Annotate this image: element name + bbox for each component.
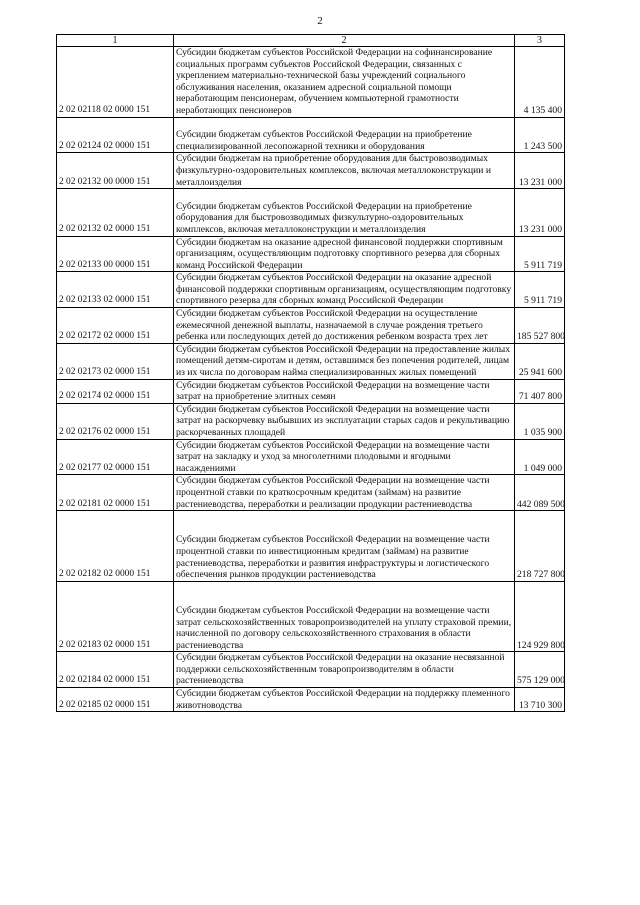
row-description: Субсидии бюджетам субъектов Российской Федерации на возмещение части затрат на приобретение элитных семян xyxy=(176,379,490,403)
row-description: Субсидии бюджетам на оказание адресной финансовой поддержки спортивным организациям, осуществляющим подготовку спортивного резерва для сборных команд Российской Федерации xyxy=(176,236,503,271)
table-row xyxy=(57,272,565,308)
column-header-1: 1 xyxy=(57,35,174,47)
budget-code: 2 02 02182 02 0000 151 xyxy=(57,511,174,582)
row-description-cell xyxy=(174,511,515,582)
row-amount: 124 929 800 xyxy=(515,581,565,652)
column-header-2: 2 xyxy=(174,35,515,47)
budget-table xyxy=(56,34,565,712)
row-description: Субсидии бюджетам субъектов Российской Федерации на приобретение специализированной лесопожарной техники и оборудования xyxy=(176,129,472,152)
table-row xyxy=(57,308,565,344)
row-amount: 1 035 900 xyxy=(515,403,565,439)
row-description: Субсидии бюджетам субъектов Российской Федерации на предоставление жилых помещений детям-сиротам и детям, оставшимся без попечения родителей, лицам из их числа по договорам найма специализированных жилых помещений xyxy=(176,343,511,379)
row-description-cell xyxy=(174,117,515,153)
row-description-cell xyxy=(174,688,515,712)
row-description: Субсидии бюджетам субъектов Российской Федерации на осуществление ежемесячной денежной выплаты, назначаемой в случае рождения третьего ребенка или последующих детей до достижения ребенком возраста трех лет xyxy=(176,308,488,343)
row-description-cell xyxy=(174,189,515,236)
row-amount: 442 089 500 xyxy=(515,475,565,511)
table-row xyxy=(57,153,565,189)
table-row xyxy=(57,189,565,236)
row-description-cell xyxy=(174,47,515,118)
budget-code: 2 02 02132 02 0000 151 xyxy=(57,189,174,236)
table-row xyxy=(57,652,565,688)
row-amount: 71 407 800 xyxy=(515,379,565,403)
row-amount: 218 727 800 xyxy=(515,511,565,582)
table-row xyxy=(57,688,565,712)
header-row xyxy=(57,35,565,47)
row-description-cell xyxy=(174,439,515,475)
row-amount: 13 710 300 xyxy=(515,688,565,712)
table-row xyxy=(57,236,565,272)
row-description: Субсидии бюджетам субъектов Российской Федерации на поддержку племенного животноводства xyxy=(176,688,510,711)
row-amount: 1 243 500 xyxy=(515,117,565,153)
row-description: Субсидии бюджетам субъектов Российской Федерации на оказание адресной финансовой поддержки спортивным организациям, осуществляющим подготовку спортивного резерва для сборных команд Российской Федерации xyxy=(176,272,512,307)
row-description-cell xyxy=(174,308,515,344)
row-amount: 13 231 000 xyxy=(515,153,565,189)
row-amount: 4 135 400 xyxy=(515,47,565,118)
table-row xyxy=(57,511,565,582)
row-amount: 185 527 800 xyxy=(515,308,565,344)
budget-code: 2 02 02185 02 0000 151 xyxy=(57,688,174,712)
row-description-cell xyxy=(174,581,515,652)
budget-code: 2 02 02181 02 0000 151 xyxy=(57,475,174,511)
row-description: Субсидии бюджетам субъектов Российской Федерации на оказание несвязанной поддержки сельскохозяйственным товаропроизводителям в области растениеводства xyxy=(176,652,505,687)
table-header xyxy=(57,35,565,47)
column-header-3: 3 xyxy=(515,35,565,47)
row-amount: 13 231 000 xyxy=(515,189,565,236)
row-description-cell xyxy=(174,475,515,511)
budget-code: 2 02 02173 02 0000 151 xyxy=(57,343,174,379)
budget-code: 2 02 02118 02 0000 151 xyxy=(57,47,174,118)
budget-code: 2 02 02176 02 0000 151 xyxy=(57,403,174,439)
row-description: Субсидии бюджетам на приобретение оборудования для быстровозводимых физкультурно-оздоровительных комплексов, включая металлоконструкции и металлоизделия xyxy=(176,153,491,188)
row-amount: 1 049 000 xyxy=(515,439,565,475)
table-row xyxy=(57,403,565,439)
row-description-cell xyxy=(174,403,515,439)
row-description-cell xyxy=(174,652,515,688)
row-description-cell xyxy=(174,236,515,272)
row-amount: 5 911 719 xyxy=(515,236,565,272)
row-description: Субсидии бюджетам субъектов Российской Федерации на возмещение части затрат на раскорчевку выбывших из эксплуатации старых садов и рекультивацию раскорчеванных площадей xyxy=(176,403,510,438)
table-body xyxy=(57,47,565,712)
table-row xyxy=(57,475,565,511)
budget-code: 2 02 02184 02 0000 151 xyxy=(57,652,174,688)
row-description-cell xyxy=(174,272,515,308)
budget-code: 2 02 02174 02 0000 151 xyxy=(57,379,174,403)
budget-code: 2 02 02172 02 0000 151 xyxy=(57,308,174,344)
budget-code: 2 02 02133 00 0000 151 xyxy=(57,236,174,272)
budget-code: 2 02 02177 02 0000 151 xyxy=(57,439,174,475)
budget-code: 2 02 02183 02 0000 151 xyxy=(57,581,174,652)
table-row xyxy=(57,47,565,118)
row-description-cell xyxy=(174,343,515,379)
table-row xyxy=(57,581,565,652)
table-row xyxy=(57,117,565,153)
row-amount: 25 941 600 xyxy=(515,343,565,379)
row-amount: 5 911 719 xyxy=(515,272,565,308)
row-description: Субсидии бюджетам субъектов Российской Федерации на возмещение части процентной ставки по инвестиционным кредитам (займам) на развитие растениеводства, переработки и развития инфраструктуры и логистического обеспечения рынков продукции растениеводства xyxy=(176,534,490,581)
budget-code: 2 02 02124 02 0000 151 xyxy=(57,117,174,153)
row-description: Субсидии бюджетам субъектов Российской Федерации на софинансирование социальных программ субъектов Российской Федерации, связанных с укреплением материально-технической базы учреждений социального обслуживания населения, оказанием адресной социальной помощи неработающим пенсионерам, обучением компьютерной грамотности неработающих пенсионеров xyxy=(176,47,493,116)
row-description: Субсидии бюджетам субъектов Российской Федерации на возмещение части затрат сельскохозяйственных товаропроизводителей на уплату страховой премии, начисленной по договору сельскохозяйственного страхования в области растениеводства xyxy=(176,604,512,651)
row-amount: 575 129 000 xyxy=(515,652,565,688)
table-row xyxy=(57,379,565,403)
row-description-cell xyxy=(174,153,515,189)
row-description: Субсидии бюджетам субъектов Российской Федерации на возмещение части процентной ставки по краткосрочным кредитам (займам) на развитие растениеводства, переработки и реализации продукции растениеводства xyxy=(176,475,490,510)
budget-code: 2 02 02132 00 0000 151 xyxy=(57,153,174,189)
row-description: Субсидии бюджетам субъектов Российской Федерации на возмещение части затрат на закладку и уход за многолетними плодовыми и ягодными насаждениями xyxy=(176,439,490,474)
table-row xyxy=(57,343,565,379)
table-row xyxy=(57,439,565,475)
page-number: 2 xyxy=(317,15,323,27)
budget-code: 2 02 02133 02 0000 151 xyxy=(57,272,174,308)
row-description-cell xyxy=(174,379,515,403)
row-description: Субсидии бюджетам субъектов Российской Федерации на приобретение оборудования для быстровозводимых физкультурно-оздоровительных комплексов, включая металлоконструкции и металлоизделия xyxy=(176,200,472,235)
